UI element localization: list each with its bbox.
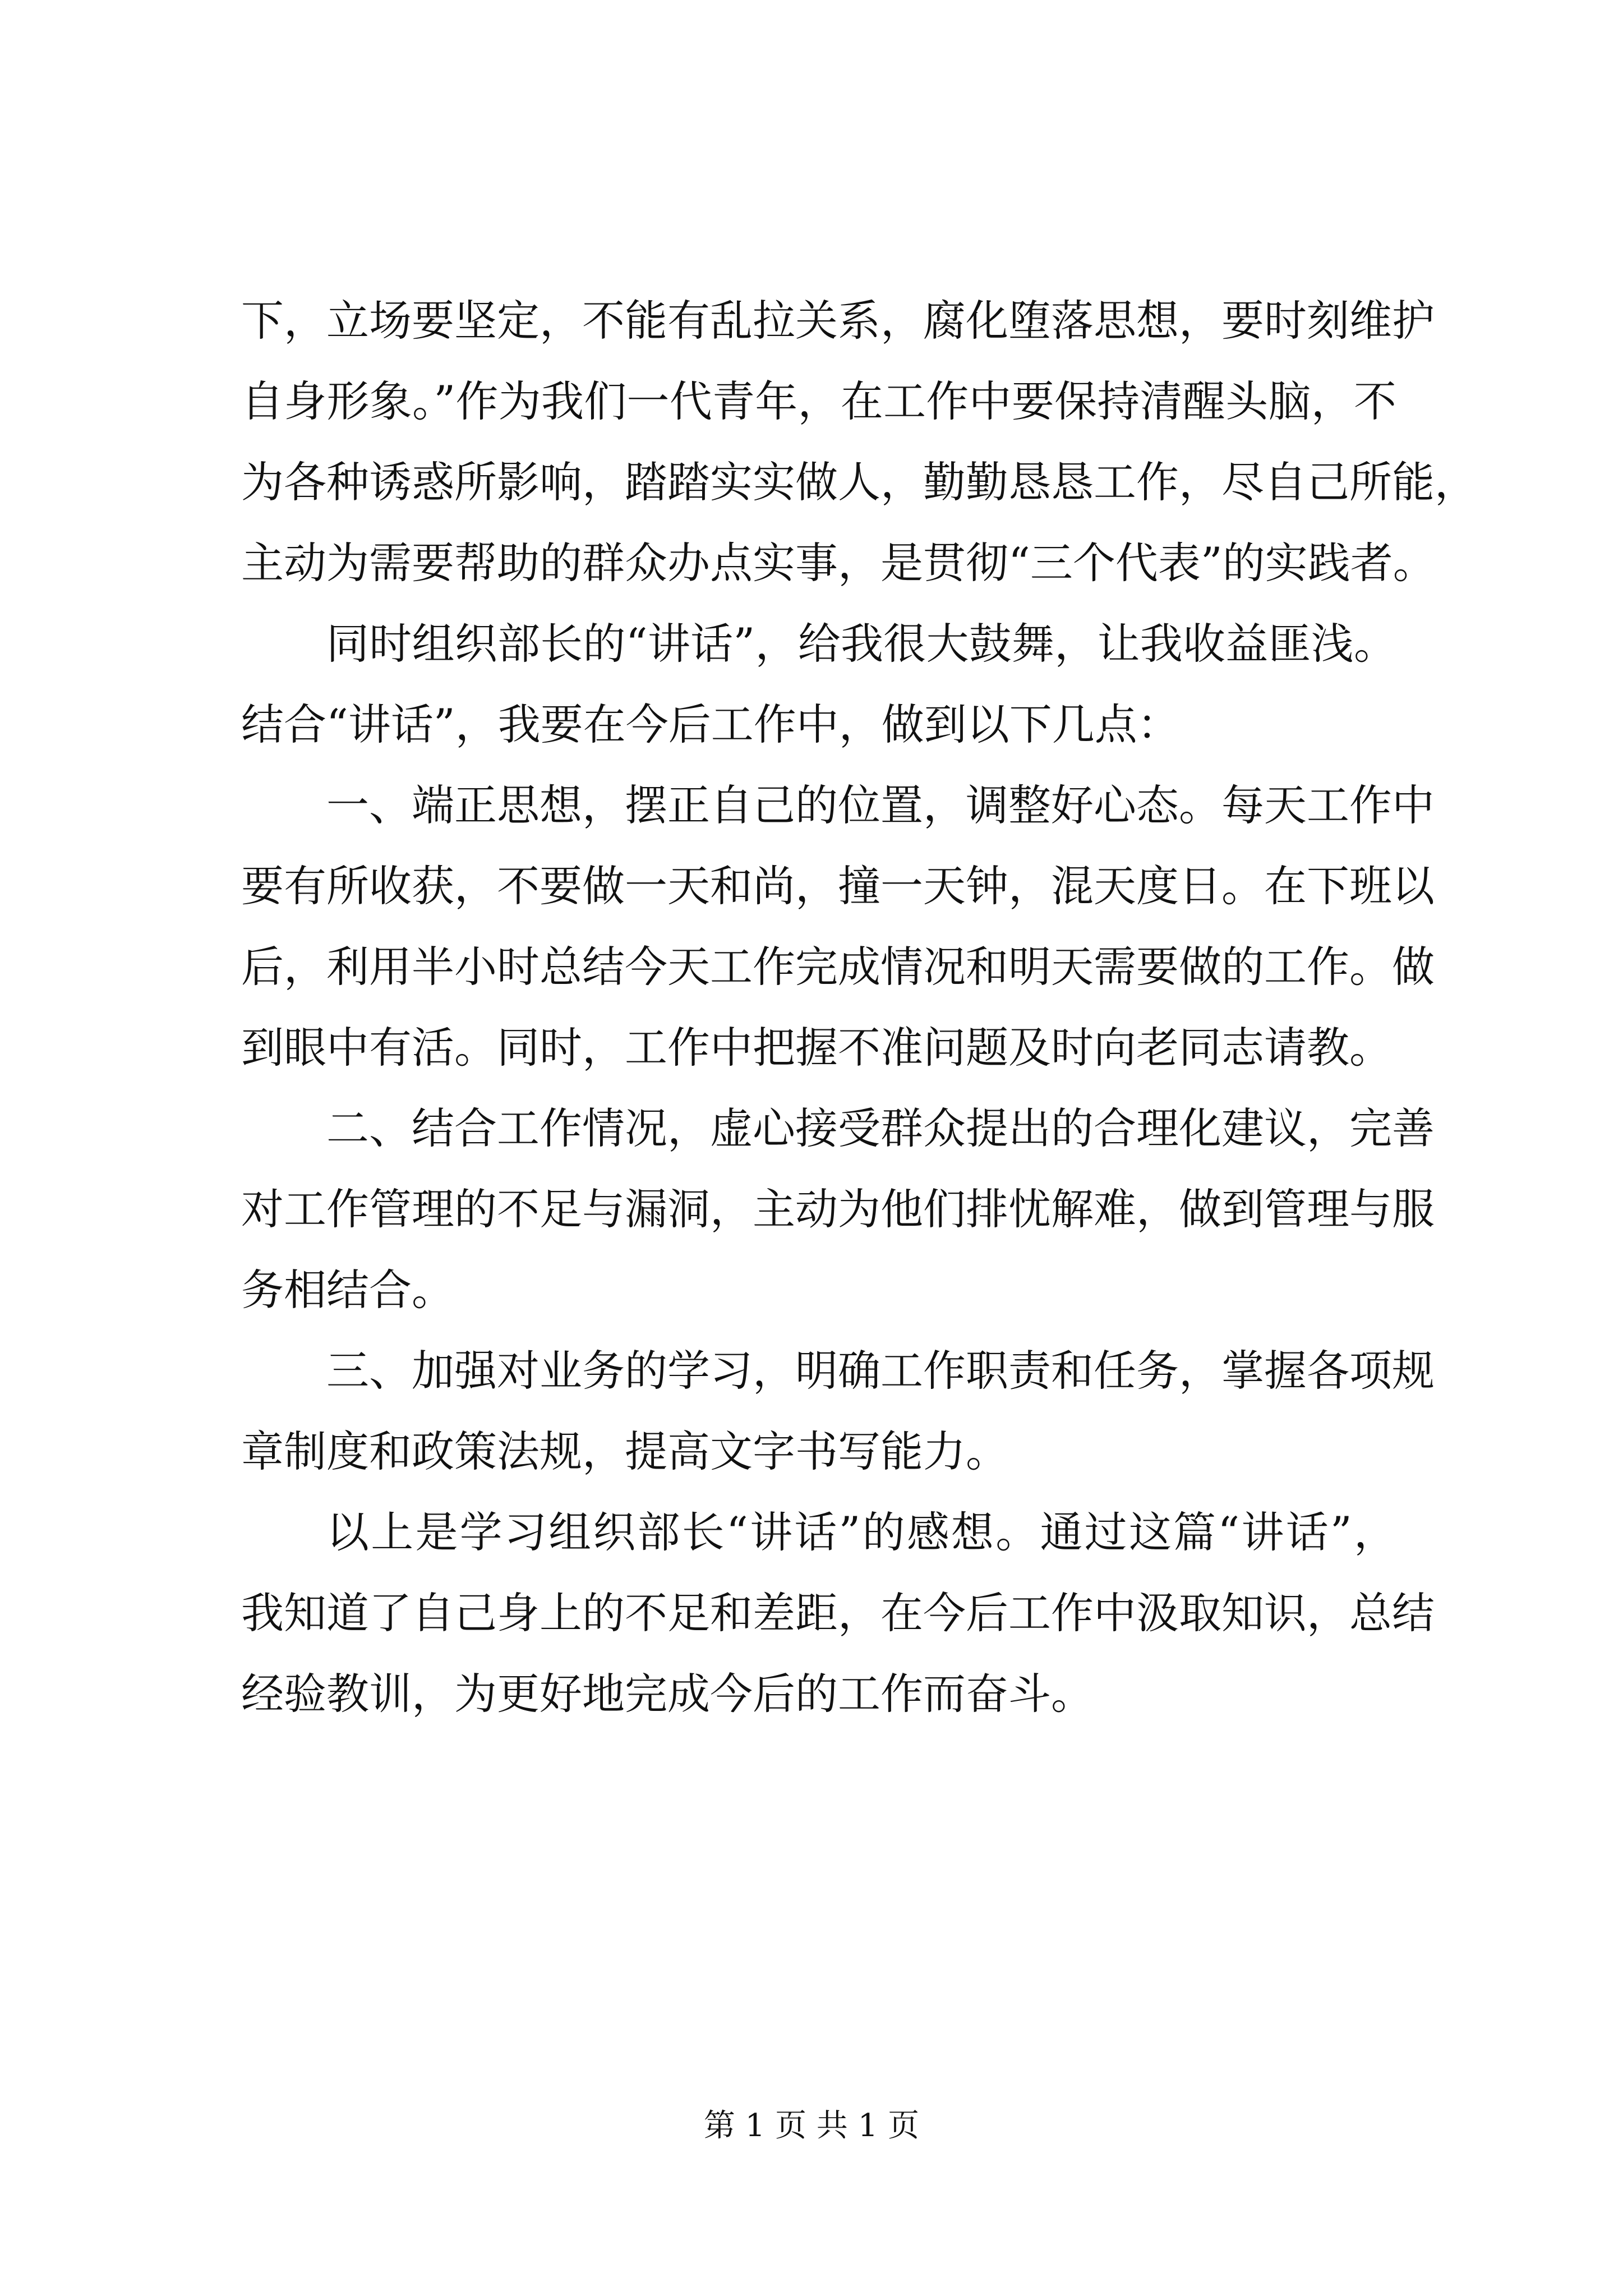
text-line: 要有所收获，不要做一天和尚，撞一天钟，混天度日。在下班以 <box>241 861 1435 911</box>
text-line: 我知道了自己身上的不足和差距，在今后工作中汲取知识，总结 <box>241 1588 1435 1638</box>
text-line: 经验教训，为更好地完成今后的工作而奋斗。 <box>241 1669 1094 1719</box>
text-line: 主动为需要帮助的群众办点实事，是贯彻“三个代表”的实践者。 <box>241 538 1436 588</box>
page-number-footer: 第 1 页 共 1 页 <box>703 2108 920 2144</box>
text-line: 为各种诱惑所影响，踏踏实实做人，勤勤恳恳工作，尽自己所能， <box>241 457 1477 507</box>
text-line: 对工作管理的不足与漏洞，主动为他们排忧解难，做到管理与服 <box>241 1184 1435 1234</box>
paragraph <box>241 1492 1435 1734</box>
text-line: 一、端正思想，摆正自己的位置，调整好心态。每天工作中 <box>326 780 1435 830</box>
paragraph <box>241 765 1435 1088</box>
paragraph <box>241 604 1396 765</box>
paragraph <box>241 1331 1435 1492</box>
text-line: 到眼中有活。同时，工作中把握不准问题及时向老同志请教。 <box>241 1023 1392 1073</box>
text-line: 后，利用半小时总结今天工作完成情况和明天需要做的工作。做 <box>241 942 1435 992</box>
text-line: 下，立场要坚定，不能有乱拉关系，腐化堕落思想，要时刻维护 <box>241 296 1435 346</box>
paragraph <box>241 1088 1435 1331</box>
text-line: 结合“讲话”，我要在今后工作中，做到以下几点： <box>241 700 1180 749</box>
text-line: 章制度和政策法规，提高文字书写能力。 <box>241 1427 1008 1476</box>
text-line: 自身形象。”作为我们一代青年，在工作中要保持清醒头脑，不 <box>241 376 1396 426</box>
document-body <box>241 280 1477 1734</box>
text-line: 以上是学习组织部长“讲话”的感想。通过这篇“讲话”， <box>326 1507 1396 1557</box>
text-line: 务相结合。 <box>241 1265 454 1315</box>
paragraph <box>241 280 1477 604</box>
text-line: 三、加强对业务的学习，明确工作职责和任务，掌握各项规 <box>326 1346 1435 1396</box>
text-line: 同时组织部长的“讲话”，给我很大鼓舞，让我收益匪浅。 <box>326 619 1396 669</box>
text-line: 二、结合工作情况，虚心接受群众提出的合理化建议，完善 <box>326 1103 1435 1153</box>
